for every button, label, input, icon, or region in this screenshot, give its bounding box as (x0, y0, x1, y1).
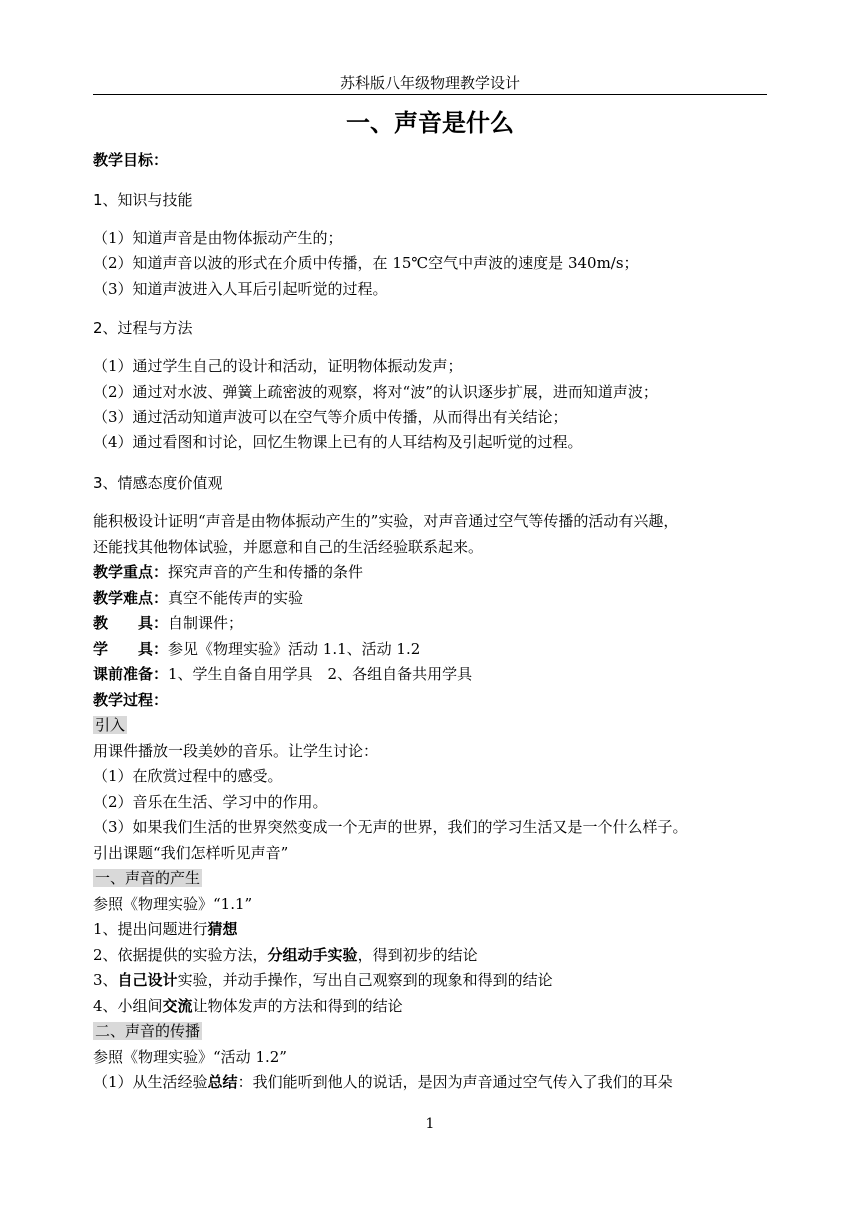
learning-aid-text: 参见《物理实验》活动 1.1、活动 1.2 (168, 640, 421, 658)
step-text: 4、小组间 (93, 997, 163, 1015)
key-point-row (93, 561, 773, 583)
part1-reference: 参照《物理实验》“1.1” (93, 895, 253, 913)
paragraph-line: 还能找其他物体试验，并愿意和自己的生活经验联系起来。 (93, 538, 484, 556)
list-item (93, 1071, 773, 1093)
list-item: （3）知道声波进入人耳后引起听觉的过程。 (93, 280, 388, 298)
prep-label: 课前准备： (93, 665, 169, 683)
list-item (93, 995, 773, 1017)
teaching-aid-text: 自制课件； (168, 614, 244, 632)
step-text: 3、 (93, 971, 118, 989)
step-emphasis: 交流 (162, 997, 193, 1015)
list-item: （3）如果我们生活的世界突然变成一个无声的世界，我们的学习生活又是一个什么样子。 (93, 818, 688, 836)
list-item: （3）通过活动知道声波可以在空气等介质中传播，从而得出有关结论； (93, 408, 568, 426)
step-text: 实验，并动手操作，写出自己观察到的现象和得到的结论 (177, 971, 553, 989)
part2-reference: 参照《物理实验》“活动 1.2” (93, 1048, 287, 1066)
list-item: （1）知道声音是由物体振动产生的； (93, 229, 343, 247)
difficulty-row (93, 587, 773, 609)
list-item (93, 918, 773, 940)
difficulty-label: 教学难点： (93, 589, 169, 607)
list-item: （2）音乐在生活、学习中的作用。 (93, 793, 328, 811)
objectives-label: 教学目标： (93, 151, 169, 169)
section-knowledge-heading: 1、知识与技能 (93, 191, 193, 209)
section-process-heading: 2、过程与方法 (93, 319, 193, 337)
prep-row (93, 663, 773, 685)
list-item: （4）通过看图和讨论，回忆生物课上已有的人耳结构及引起听觉的过程。 (93, 433, 583, 451)
page-number: 1 (425, 1116, 435, 1132)
step-text: ，得到初步的结论 (357, 946, 478, 964)
difficulty-text: 真空不能传声的实验 (168, 589, 304, 607)
list-item: （2）通过对水波、弹簧上疏密波的观察，将对“波”的认识逐步扩展，进而知道声波； (93, 383, 658, 401)
paragraph-line: 能积极设计证明“声音是由物体振动产生的”实验，对声音通过空气等传播的活动有兴趣， (93, 512, 679, 530)
prep-text: 1、学生自备自用学具 2、各组自备共用学具 (168, 665, 473, 683)
learning-aid-label: 学 具： (93, 640, 169, 658)
page-title: 一、声音是什么 (346, 109, 514, 137)
step-emphasis: 分组动手实验 (267, 946, 358, 964)
key-point-label: 教学重点： (93, 563, 169, 581)
paragraph-line: 引出课题“我们怎样听见声音” (93, 844, 289, 862)
step-text: 2、依据提供的实验方法， (93, 946, 268, 964)
step-text: （1）从生活经验 (93, 1073, 208, 1091)
list-item (93, 969, 773, 991)
section-attitude-heading: 3、情感态度价值观 (93, 474, 223, 492)
teaching-aid-row (93, 612, 773, 634)
step-emphasis: 总结 (207, 1073, 238, 1091)
list-item: （2）知道声音以波的形式在介质中传播，在 15℃空气中声波的速度是 340m/s； (93, 254, 639, 272)
part2-heading-row (93, 1020, 773, 1042)
key-point-text: 探究声音的产生和传播的条件 (168, 563, 364, 581)
step-emphasis: 自己设计 (117, 971, 178, 989)
part1-heading: 一、声音的产生 (95, 869, 201, 887)
list-item: （1）在欣赏过程中的感受。 (93, 767, 283, 785)
header-divider (93, 94, 767, 95)
step-text: ：我们能听到他人的说话，是因为声音通过空气传入了我们的耳朵 (237, 1073, 673, 1091)
teaching-aid-label: 教 具： (93, 614, 169, 632)
step-text: 1、提出问题进行 (93, 920, 208, 938)
process-label: 教学过程： (93, 691, 169, 709)
step-text: 让物体发声的方法和得到的结论 (192, 997, 403, 1015)
page-header: 苏科版八年级物理教学设计 (339, 74, 520, 92)
intro-heading: 引入 (95, 716, 126, 734)
list-item: （1）通过学生自己的设计和活动，证明物体振动发声； (93, 357, 463, 375)
step-emphasis: 猜想 (207, 920, 238, 938)
part2-heading: 二、声音的传播 (95, 1022, 201, 1040)
paragraph-line: 用课件播放一段美妙的音乐。让学生讨论： (93, 742, 379, 760)
list-item (93, 944, 773, 966)
learning-aid-row (93, 638, 773, 660)
part1-heading-row (93, 867, 773, 889)
intro-heading-row (93, 714, 773, 736)
